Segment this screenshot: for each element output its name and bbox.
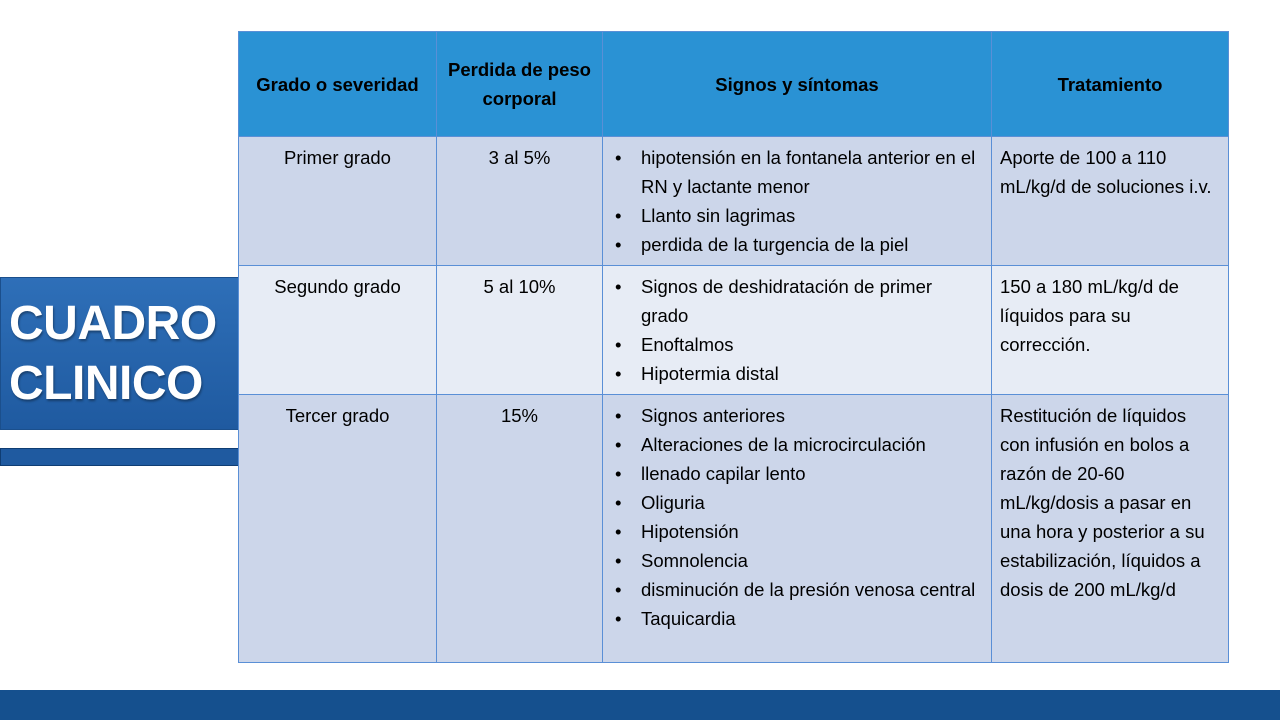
grade-cell: Segundo grado xyxy=(239,266,437,395)
table-row xyxy=(239,266,1229,395)
weight-loss-cell: 3 al 5% xyxy=(437,137,603,266)
list-item: • hipotensión en la fontanela anterior en el RN y lactante menor xyxy=(641,143,983,201)
weight-loss-cell: 5 al 10% xyxy=(437,266,603,395)
clinical-table xyxy=(238,31,1229,663)
list-item: • Signos de deshidratación de primer grado xyxy=(641,272,983,330)
signs-cell xyxy=(603,137,992,266)
signs-list xyxy=(611,272,983,388)
grade-cell: Primer grado xyxy=(239,137,437,266)
list-item: • Oliguria xyxy=(641,488,983,517)
header-signs: Signos y síntomas xyxy=(603,32,992,137)
treatment-cell: Restitución de líquidos con infusión en bolos a razón de 20-60 mL/kg/dosis a pasar en una hora y posterior a su estabilización, líquidos a dosis de 200 mL/kg/d xyxy=(992,395,1229,663)
footer-bar xyxy=(0,690,1280,720)
header-severity: Grado o severidad xyxy=(239,32,437,137)
list-item: • Hipotermia distal xyxy=(641,359,983,388)
list-item: • llenado capilar lento xyxy=(641,459,983,488)
signs-cell xyxy=(603,266,992,395)
list-item: • Alteraciones de la microcirculación xyxy=(641,430,983,459)
treatment-cell: 150 a 180 mL/kg/d de líquidos para su corrección. xyxy=(992,266,1229,395)
slide-title-box xyxy=(0,277,239,430)
table-row xyxy=(239,137,1229,266)
list-item: • perdida de la turgencia de la piel xyxy=(641,230,983,259)
signs-list xyxy=(611,143,983,259)
table-row xyxy=(239,395,1229,663)
grade-cell: Tercer grado xyxy=(239,395,437,663)
title-line-2: CLINICO xyxy=(9,356,203,410)
list-item: • Taquicardia xyxy=(641,604,983,633)
header-treatment: Tratamiento xyxy=(992,32,1229,137)
signs-cell xyxy=(603,395,992,663)
list-item: • Llanto sin lagrimas xyxy=(641,201,983,230)
table-header-row xyxy=(239,32,1229,137)
list-item: • Somnolencia xyxy=(641,546,983,575)
header-weight-loss: Perdida de peso corporal xyxy=(437,32,603,137)
weight-loss-cell: 15% xyxy=(437,395,603,663)
signs-list xyxy=(611,401,983,633)
title-line-1: CUADRO xyxy=(9,296,217,350)
list-item: • Enoftalmos xyxy=(641,330,983,359)
list-item: • Hipotensión xyxy=(641,517,983,546)
list-item: • disminución de la presión venosa central xyxy=(641,575,983,604)
treatment-cell: Aporte de 100 a 110 mL/kg/d de soluciones i.v. xyxy=(992,137,1229,266)
title-accent-strip xyxy=(0,448,239,466)
list-item: • Signos anteriores xyxy=(641,401,983,430)
